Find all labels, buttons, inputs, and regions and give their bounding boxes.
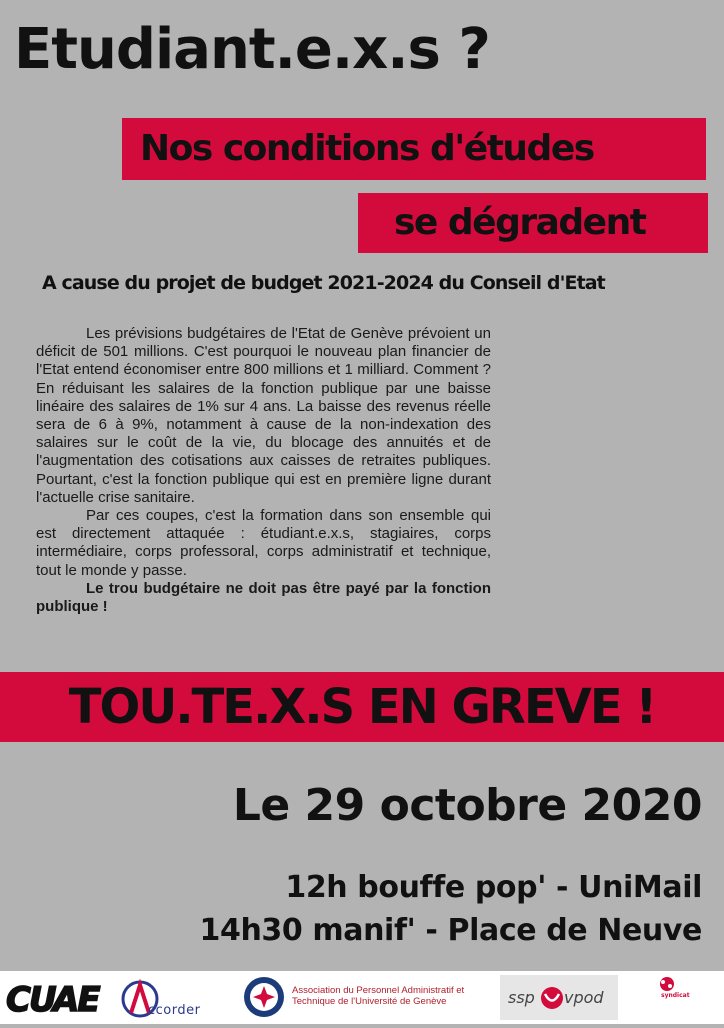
subtitle: A cause du projet de budget 2021-2024 du Conseil d'Etat [42,272,605,294]
footer-logos [0,971,724,1024]
schedule-item-1: 12h bouffe pop' - UniMail [285,870,702,905]
svg-text:vpod: vpod [564,988,604,1007]
strike-banner: TOU.TE.X.S EN GREVE ! [0,672,724,742]
syndicat-logo-text: syndicat [661,992,690,999]
apag-logo-text: Association du Personnel Administratif et Technique de l'Université de Genève [292,985,465,1007]
accorder-logo-text: ccorder [148,1003,201,1018]
apag-logo [242,971,482,1024]
cuae-logo-text: CUAE [6,980,99,1020]
strike-date: Le 29 octobre 2020 [232,780,702,831]
headline-band-1: Nos conditions d'études [122,118,706,180]
paragraph-3: Le trou budgétaire ne doit pas être payé par la fonction publique ! [36,579,491,616]
poster-title: Etudiant.e.x.s ? [14,17,490,82]
headline-band-2: se dégradent [358,193,708,253]
svg-text:ssp: ssp [508,988,535,1007]
paragraph-2: Par ces coupes, c'est la formation dans son ensemble qui est directement attaquée : étudiant.e.x.s, stagiaires, corps intermédiaire, corps professoral, corps administratif et technique, tout le monde y passe. [36,507,491,579]
syndicat-logo [645,971,715,1024]
body-text [36,325,491,616]
accorder-logo [118,971,230,1024]
schedule-item-2: 14h30 manif' - Place de Neuve [199,913,702,948]
paragraph-1: Les prévisions budgétaires de l'Etat de Genève prévoient un déficit de 501 millions. C'est pourquoi le nouveau plan financier de l'Etat entend économiser entre 800 millions et 1 milliard. Comment ? En réduisant les salaires de la fonction publique par une baisse linéaire des salaires de 1% sur 4 ans. La baisse des revenus réelle sera de 6 à 9%, notamment à cause de la non-indexation des salaires sur le coût de la vie, du blocage des annuités et de l'augmentation des cotisations aux caisses de retraites publiques. Pourtant, c'est la fonction publique qui est en première ligne durant l'actuelle crise sanitaire. [36,325,491,506]
ssp-vpod-logo [500,971,618,1024]
cuae-logo [4,971,104,1024]
